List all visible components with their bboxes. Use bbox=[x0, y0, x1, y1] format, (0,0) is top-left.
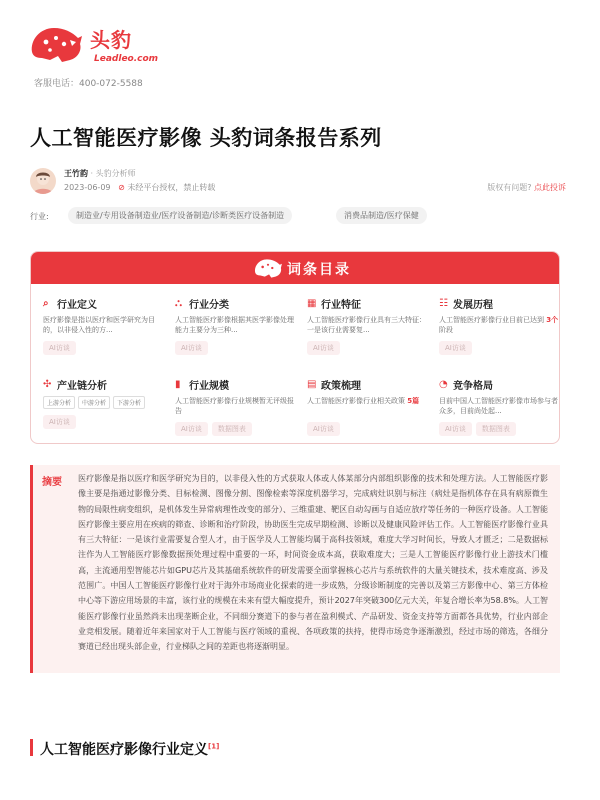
ai-interview-chip[interactable]: AI访谈 bbox=[439, 341, 472, 355]
toc-item-classification[interactable] bbox=[175, 296, 297, 368]
restriction-text: 未经平台授权，禁止转载 bbox=[127, 183, 216, 192]
ai-interview-chip[interactable]: AI访谈 bbox=[43, 415, 76, 429]
desc-text: 人工智能医疗影像行业相关政策 bbox=[307, 397, 408, 405]
abstract-box bbox=[30, 465, 560, 673]
toc-item-desc: 人工智能医疗影像根据其医学影像处理能力主要分为三种... bbox=[175, 316, 294, 334]
upstream-chip[interactable]: 上游分析 bbox=[43, 396, 75, 409]
toc-item-title: 发展历程 bbox=[453, 300, 493, 311]
toc-item-title: 产业链分析 bbox=[57, 381, 107, 392]
chain-icon: ✣ bbox=[43, 378, 52, 390]
policy-icon: ▤ bbox=[307, 378, 317, 390]
ai-interview-chip[interactable]: AI访谈 bbox=[307, 341, 340, 355]
toc-item-title: 政策梳理 bbox=[321, 381, 361, 392]
toc-item-definition[interactable] bbox=[43, 296, 165, 368]
toc-item-desc bbox=[307, 396, 429, 416]
ai-interview-chip[interactable]: AI访谈 bbox=[43, 341, 76, 355]
table-icon: ▦ bbox=[307, 297, 317, 309]
abstract-label: 摘要 bbox=[42, 477, 62, 488]
timeline-icon: ☷ bbox=[439, 297, 448, 309]
toc-item-characteristics[interactable] bbox=[307, 296, 429, 368]
author-row bbox=[30, 168, 570, 198]
industry-row bbox=[30, 207, 570, 227]
author-name-text: 王竹韵 bbox=[64, 169, 88, 178]
avatar bbox=[30, 168, 56, 194]
hierarchy-icon: ⛬ bbox=[175, 297, 182, 309]
publish-date: 2023-06-09 bbox=[64, 183, 111, 192]
toc-item-desc: 人工智能医疗影像行业具有三大特征：一是该行业需要复... bbox=[307, 316, 426, 334]
brand-name: 头豹 bbox=[90, 28, 132, 52]
ai-interview-chip[interactable]: AI访谈 bbox=[307, 422, 340, 436]
ai-interview-chip[interactable]: AI访谈 bbox=[175, 422, 208, 436]
toc-item-competition[interactable] bbox=[439, 377, 560, 444]
brand-domain: Leadleo.com bbox=[94, 54, 159, 64]
author-meta bbox=[64, 182, 215, 193]
toc-item-chain[interactable] bbox=[43, 377, 165, 444]
toc-item-title: 行业分类 bbox=[189, 300, 229, 311]
section-accent-bar bbox=[30, 739, 33, 756]
desc-text: 阶段 bbox=[439, 326, 453, 334]
ai-interview-chip[interactable]: AI访谈 bbox=[439, 422, 472, 436]
toc-item-title: 行业特征 bbox=[321, 300, 361, 311]
brand-header bbox=[28, 18, 228, 88]
complaint-link[interactable]: 点此投诉 bbox=[534, 183, 566, 192]
toc-item-scale[interactable] bbox=[175, 377, 297, 444]
copyright-prefix: 版权有问题? bbox=[487, 183, 532, 192]
toc-title: 词条目录 bbox=[287, 262, 351, 278]
desc-highlight: 3个 bbox=[546, 316, 559, 324]
desc-text: 人工智能医疗影像行业目前已达到 bbox=[439, 316, 547, 324]
toc-item-title: 竞争格局 bbox=[453, 381, 493, 392]
section-title bbox=[40, 739, 219, 759]
pie-icon: ◔ bbox=[439, 378, 448, 390]
toc-item-desc bbox=[439, 315, 560, 335]
hotline-text: 客服电话：400-072-5588 bbox=[34, 79, 143, 89]
industry-tag[interactable]: 消费品制造/医疗保健 bbox=[336, 207, 427, 224]
data-chart-chip[interactable]: 数据图表 bbox=[476, 422, 516, 436]
toc-item-desc: 人工智能医疗影像行业规模暂无评级报告 bbox=[175, 397, 294, 415]
toc-item-desc: 目前中国人工智能医疗影像市场参与者众多，目前尚处起... bbox=[439, 397, 558, 415]
toc-item-policy[interactable] bbox=[307, 377, 429, 444]
copyright-note bbox=[487, 182, 566, 193]
toc-item-title: 行业定义 bbox=[57, 300, 97, 311]
toc-header bbox=[31, 252, 559, 284]
midstream-chip[interactable]: 中游分析 bbox=[78, 396, 110, 409]
abstract-accent-bar bbox=[30, 465, 33, 673]
abstract-text: 医疗影像是指以医疗和医学研究为目的，以非侵入性的方式获取人体或人体某部分内部组织影像的技术和处理方法。人工智能医疗影像主要是指通过影像分类、目标检测、图像分割、图像检索等深度机器学习，完成病灶识别与标注（病灶是指机体存在具有病原微生物的局限性病变组织，是机体发生异常病理性改变的部分）、三维重建、靶区自动勾画与自适应放疗等任务的一种医疗设备。人工智能医疗影像主要应用在疾病的筛查、诊断和治疗阶段，协助医生完成早期检测、诊断以及健康风险评估工作。人工智能医疗影像行业具有三大特征：一是该行业需要复合型人才，由于医学及人工智能均属于高科技领域，难度大学习时间长，导致人才匮乏；二是数据标注作为人工智能医疗影像数据预处理过程中重要的一环，时间资金成本高，获取难度大；三是人工智能医疗影像行业上游技术门槛高，主流通用型智能芯片如GPU芯片及其基础系统软件的研发需要全面掌握核心芯片与系统软件的大量关键技术，技术难度高、涉及范围广。中国人工智能医疗影像行业对于海外市场商业化探索的进一步成熟，分级诊断制度的完善以及第三方影像中心、第三方体检中心等下游应用场景的丰富，该行业的规模在未来有望大幅度提升，预计2027年突破300亿元大关，年复合增长率为58.8%。人工智能医疗影像行业虽然尚未出现垄断企业，不同细分赛道下的参与者在盈利模式、产品研发、资金支持等方面都各具优势，行业内部企业竞相发展。随着近年来国家对于人工智能与医疗领域的重视、各项政策的扶持，使得市场竞争逐渐激烈，经过市场的筛选，各细分赛道已经出现头部企业，行业梯队之间的差距也将逐渐明显。 bbox=[78, 474, 548, 652]
ai-interview-chip[interactable]: AI访谈 bbox=[175, 341, 208, 355]
page-title: 人工智能医疗影像 头豹词条报告系列 bbox=[30, 126, 382, 150]
bar-chart-icon: ▮ bbox=[175, 378, 181, 390]
toc-panel bbox=[30, 251, 560, 444]
data-chart-chip[interactable]: 数据图表 bbox=[212, 422, 252, 436]
author-name bbox=[64, 168, 136, 179]
toc-item-history[interactable] bbox=[439, 296, 560, 368]
industry-label: 行业: bbox=[30, 212, 49, 221]
author-role: · 头豹分析师 bbox=[88, 169, 136, 178]
downstream-chip[interactable]: 下游分析 bbox=[113, 396, 145, 409]
no-entry-icon: ⊘ bbox=[118, 183, 125, 192]
footnote-ref[interactable]: [1] bbox=[208, 742, 220, 751]
industry-tag[interactable]: 制造业/专用设备制造业/医疗设备制造/诊断类医疗设备制造 bbox=[68, 207, 292, 224]
desc-highlight: 5篇 bbox=[407, 397, 420, 405]
toc-item-title: 行业规模 bbox=[189, 381, 229, 392]
leopard-logo-icon bbox=[253, 256, 283, 280]
section-title-text: 人工智能医疗影像行业定义 bbox=[40, 742, 208, 758]
search-doc-icon: ⌕ bbox=[43, 297, 49, 309]
toc-item-desc: 医疗影像是指以医疗和医学研究为目的，以非侵入性的方... bbox=[43, 316, 155, 334]
leopard-logo-icon bbox=[28, 22, 84, 66]
